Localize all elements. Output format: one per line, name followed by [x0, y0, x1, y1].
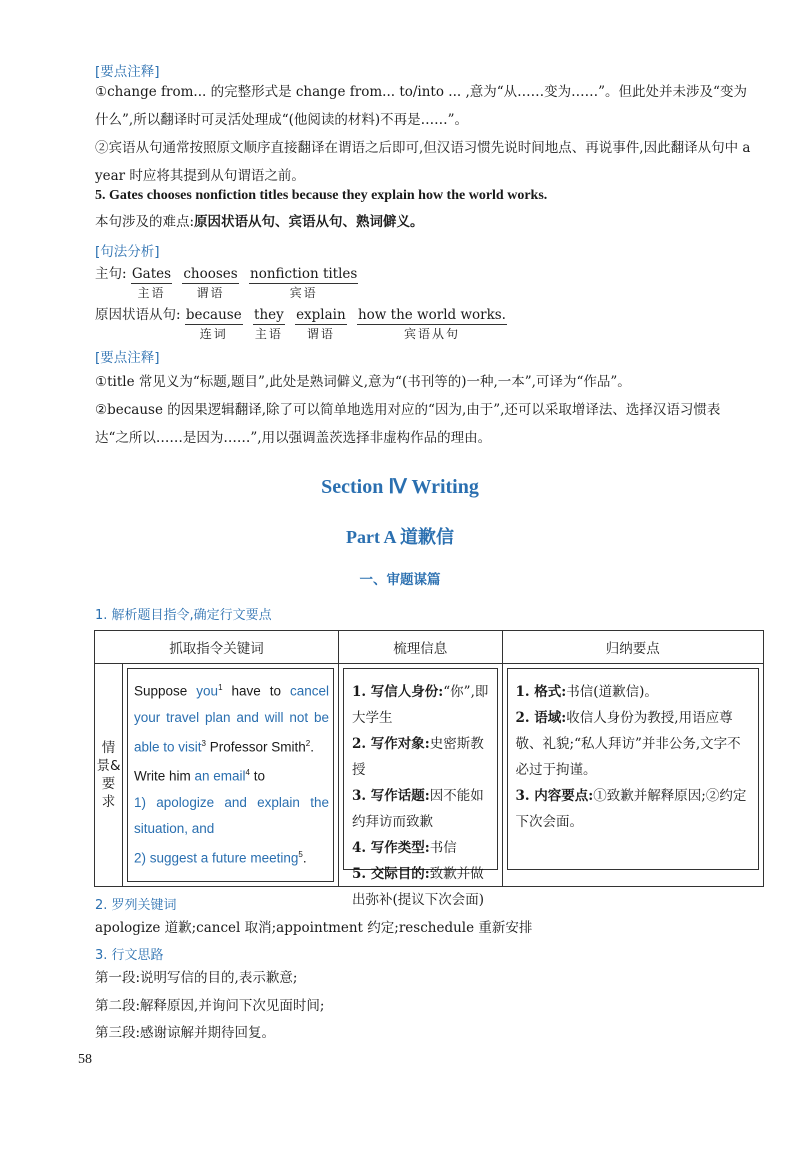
note-5-2: ②because 的因果逻辑翻译,除了可以简单地选用对应的“因为,由于”,还可以采取增译法、选择汉语习惯表达“之所以……是因为……”,用以强调盖茨选择非虚构作品的理由。	[95, 402, 721, 446]
note-5-1: ①title 常见义为“标题,题目”,此处是熟词僻义,意为“(书刊等的)一种,一本”,可译为“作品”。	[95, 374, 631, 390]
sub-title: 一、审题谋篇	[359, 572, 441, 588]
cause-clause-lead: 原因状语从句:	[95, 307, 181, 323]
main-clause-word: nonfiction titles 宾语	[250, 266, 358, 300]
section-title: Section Ⅳ Writing	[321, 476, 479, 498]
info-cell	[339, 664, 503, 908]
difficulty-points: 原因状语从句、宾语从句、熟词僻义。	[194, 214, 424, 230]
summary-cell	[502, 664, 763, 887]
info-item: 3. 写作话题:因不能如约拜访而致歉	[352, 788, 484, 830]
main-clause-lead: 主句:	[95, 266, 127, 282]
sentence-5: 5. Gates chooses nonfiction titles because they explain how the world works.	[95, 188, 548, 203]
part-title: Part A 道歉信	[346, 527, 454, 547]
summary-item: 3. 内容要点:①致歉并解释原因;②约定下次会面。	[515, 788, 747, 830]
cause-clause-analysis	[95, 306, 507, 343]
info-item: 5. 交际目的:致歉并做出弥补(提议下次会面)	[352, 866, 485, 908]
keywords-cell	[123, 664, 339, 887]
step-2-label: 2. 罗列关键词	[95, 898, 177, 913]
keywords-box: Suppose you$^1$ have to cancel your travel plan and will not be able to visit$^3$ Professor Smith$^2$. Write him an email$^4$ to 1) apologize and explain the situation, and 2) suggest a future meeting$^5$.	[127, 668, 334, 882]
cause-clause-word: how the world works. 宾语从句	[357, 307, 506, 341]
summary-item: 2. 语域:收信人身份为教授,用语应尊敬、礼貌;“私人拜访”并非公务,文字不必过于拘谨。	[515, 710, 741, 778]
difficulty-line	[95, 208, 752, 236]
main-clause-word: chooses 谓语	[183, 266, 238, 300]
table-header: 梳理信息	[339, 631, 503, 664]
side-label: 情景&要求	[95, 664, 123, 887]
keywords-line: apologize 道歉;cancel 取消;appointment 约定;reschedule 重新安排	[95, 920, 533, 936]
summary-box	[507, 668, 759, 870]
note-top-1: ①change from... 的完整形式是 change from... to/into ... ,意为“从……变为……”。但此处并未涉及“变为什么”,所以翻译时可灵活处理成“(他阅读的材料)不再是……”。	[95, 84, 747, 128]
info-item: 4. 写作类型:书信	[352, 840, 457, 856]
cause-clause-word: they 主语	[254, 307, 284, 341]
step-1-label: 1. 解析题目指令,确定行文要点	[95, 608, 272, 623]
table-header: 抓取指令关键词	[95, 631, 339, 664]
note-top-2: ②宾语从句通常按照原文顺序直接翻译在谓语之后即可,但汉语习惯先说时间地点、再说事件,因此翻译从句中 a year 时应将其提到从句谓语之前。	[95, 140, 751, 184]
main-clause-analysis	[95, 265, 358, 302]
key-points-label-top: [要点注释]	[95, 64, 160, 80]
syntax-label: [句法分析]	[95, 244, 160, 260]
outline-para-3: 第三段:感谢谅解并期待回复。	[95, 1025, 276, 1041]
key-points-label-5: [要点注释]	[95, 350, 160, 366]
info-item: 2. 写作对象:史密斯教授	[352, 736, 484, 778]
main-clause-word: Gates 主语	[131, 266, 172, 300]
info-box	[343, 668, 498, 908]
outline-para-2: 第二段:解释原因,并询问下次见面时间;	[95, 998, 325, 1014]
info-item: 1. 写信人身份:“你”,即大学生	[352, 684, 489, 726]
cause-clause-word: explain 谓语	[296, 307, 346, 341]
cause-clause-word: because 连词	[185, 307, 242, 341]
difficulty-prefix: 本句涉及的难点:	[95, 214, 195, 230]
outline-para-1: 第一段:说明写信的目的,表示歉意;	[95, 970, 298, 986]
step-3-label: 3. 行文思路	[95, 948, 164, 963]
table-header: 归纳要点	[502, 631, 763, 664]
page-number: 58	[78, 1052, 92, 1067]
summary-item: 1. 格式:书信(道歉信)。	[515, 684, 658, 700]
